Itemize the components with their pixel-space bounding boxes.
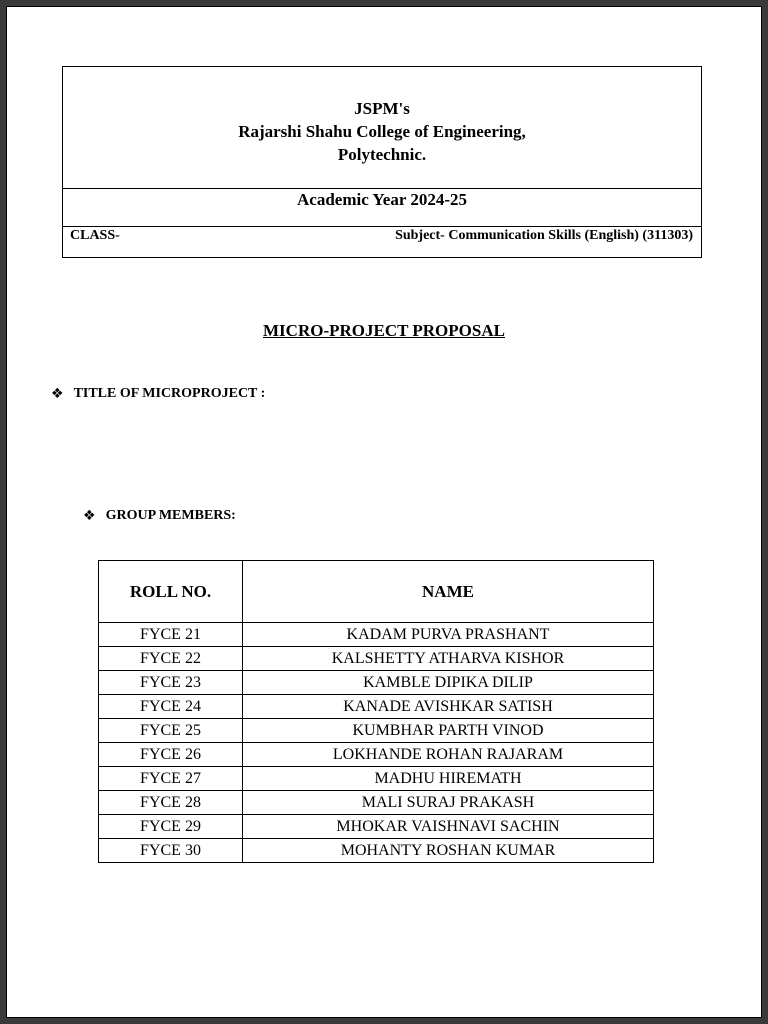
roll-cell: FYCE 28 xyxy=(99,791,243,815)
table-row xyxy=(99,815,654,839)
table-row xyxy=(99,719,654,743)
roll-cell: FYCE 30 xyxy=(99,839,243,863)
institution-block xyxy=(63,67,701,189)
roll-cell: FYCE 27 xyxy=(99,767,243,791)
class-subject-row xyxy=(63,227,701,258)
institution-line-3: Polytechnic. xyxy=(337,145,427,164)
roll-cell: FYCE 25 xyxy=(99,719,243,743)
name-cell: MALI SURAJ PRAKASH xyxy=(243,791,654,815)
diamond-bullet-icon: ❖ xyxy=(51,386,64,402)
table-row xyxy=(99,623,654,647)
subject-label: Subject- Communication Skills (English) (311303) xyxy=(395,228,693,243)
table-row xyxy=(99,839,654,863)
table-row xyxy=(99,647,654,671)
group-label: GROUP MEMBERS: xyxy=(105,508,236,523)
diamond-bullet-icon: ❖ xyxy=(83,508,96,524)
group-members-heading xyxy=(83,508,236,524)
table-row xyxy=(99,791,654,815)
table-row xyxy=(99,743,654,767)
header-box xyxy=(62,66,702,258)
roll-cell: FYCE 26 xyxy=(99,743,243,767)
title-label: TITLE OF MICROPROJECT : xyxy=(73,386,266,401)
table-row xyxy=(99,671,654,695)
table-row xyxy=(99,767,654,791)
roll-cell: FYCE 22 xyxy=(99,647,243,671)
academic-year: Academic Year 2024-25 xyxy=(63,189,701,227)
title-of-microproject xyxy=(51,386,265,402)
name-cell: KADAM PURVA PRASHANT xyxy=(243,623,654,647)
name-cell: KANADE AVISHKAR SATISH xyxy=(243,695,654,719)
table-row xyxy=(99,695,654,719)
column-header-name: NAME xyxy=(243,561,654,623)
members-table xyxy=(98,560,654,863)
roll-cell: FYCE 23 xyxy=(99,671,243,695)
proposal-title: MICRO-PROJECT PROPOSAL xyxy=(263,321,505,340)
document-page xyxy=(6,6,762,1018)
name-cell: MADHU HIREMATH xyxy=(243,767,654,791)
name-cell: KAMBLE DIPIKA DILIP xyxy=(243,671,654,695)
institution-line-1: JSPM's xyxy=(354,99,410,118)
name-cell: LOKHANDE ROHAN RAJARAM xyxy=(243,743,654,767)
column-header-roll: ROLL NO. xyxy=(99,561,243,623)
roll-cell: FYCE 29 xyxy=(99,815,243,839)
name-cell: KUMBHAR PARTH VINOD xyxy=(243,719,654,743)
class-label: CLASS- xyxy=(70,228,120,243)
name-cell: MOHANTY ROSHAN KUMAR xyxy=(243,839,654,863)
institution-line-2: Rajarshi Shahu College of Engineering, xyxy=(238,122,526,141)
table-header-row xyxy=(99,561,654,623)
roll-cell: FYCE 24 xyxy=(99,695,243,719)
name-cell: MHOKAR VAISHNAVI SACHIN xyxy=(243,815,654,839)
name-cell: KALSHETTY ATHARVA KISHOR xyxy=(243,647,654,671)
roll-cell: FYCE 21 xyxy=(99,623,243,647)
